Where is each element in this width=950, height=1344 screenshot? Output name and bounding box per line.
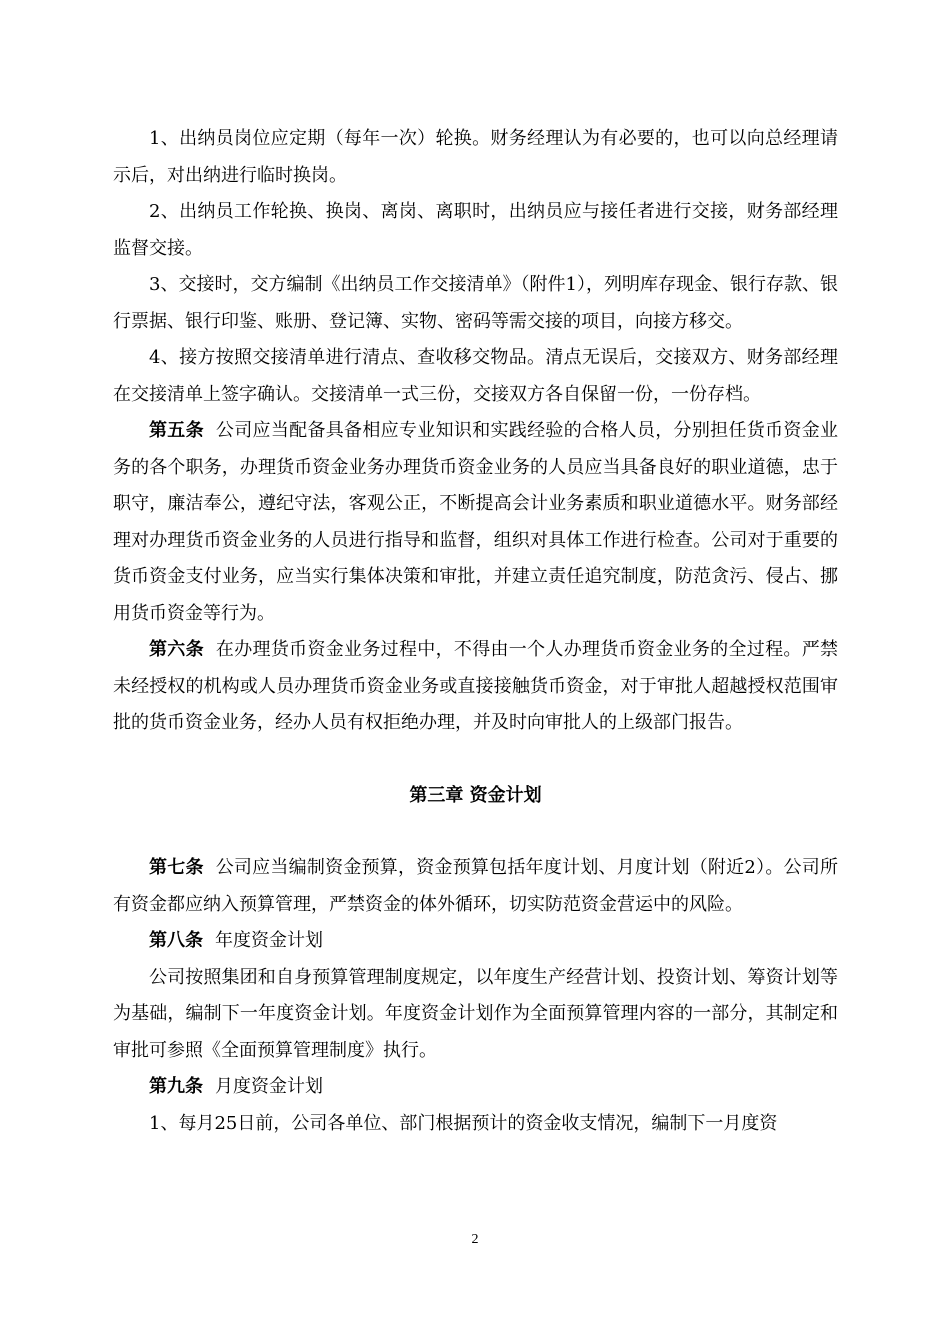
paragraph-item-4: 4、接方按照交接清单进行清点、查收移交物品。清点无误后，交接双方、财务部经理在交接清单上签字确认。交接清单一式三份，交接双方各自保留一份，一份存档。 bbox=[113, 347, 838, 405]
document-body bbox=[113, 121, 838, 1142]
article-5-text: 公司应当配备具备相应专业知识和实践经验的合格人员，分别担任货币资金业务的各个职务，办理货币资金业务办理货币资金业务的人员应当具备良好的职业道德，忠于职守，廉洁奉公，遵纪守法，客观公正，不断提高会计业务素质和职业道德水平。财务部经理对办理货币资金业务的人员进行指导和监督，组织对具体工作进行检查。公司对于重要的货币资金支付业务，应当实行集体决策和审批，并建立责任追究制度，防范贪污、侵占、挪用货币资金等行为。 bbox=[113, 420, 839, 624]
paragraph-item-1: 1、出纳员岗位应定期（每年一次）轮换。财务经理认为有必要的，也可以向总经理请示后，对出纳进行临时换岗。 bbox=[113, 128, 838, 186]
article-7 bbox=[113, 850, 838, 923]
article-8-body: 公司按照集团和自身预算管理制度规定，以年度生产经营计划、投资计划、筹资计划等为基础，编制下一年度资金计划。年度资金计划作为全面预算管理内容的一部分，其制定和审批可参照《全面预算管理制度》执行。 bbox=[113, 966, 838, 1061]
chapter-heading: 第三章 资金计划 bbox=[409, 784, 542, 806]
article-6-text: 在办理货币资金业务过程中，不得由一个人办理货币资金业务的全过程。严禁未经授权的机构或人员办理货币资金业务或直接接触货币资金，对于审批人超越授权范围审批的货币资金业务，经办人员有权拒绝办理，并及时向审批人的上级部门报告。 bbox=[113, 639, 839, 733]
article-8 bbox=[113, 923, 838, 960]
article-9-label: 第九条 bbox=[149, 1076, 203, 1097]
article-8-title: 年度资金计划 bbox=[215, 930, 323, 951]
article-5-label: 第五条 bbox=[149, 420, 204, 441]
article-9 bbox=[113, 1069, 838, 1106]
article-9-item-1: 1、每月25日前，公司各单位、部门根据预计的资金收支情况，编制下一月度资 bbox=[149, 1112, 778, 1134]
paragraph-item-2: 2、出纳员工作轮换、换岗、离岗、离职时，出纳员应与接任者进行交接，财务部经理监督交接。 bbox=[113, 201, 838, 259]
paragraph-item-3: 3、交接时，交方编制《出纳员工作交接清单》（附件1），列明库存现金、银行存款、银行票据、银行印鉴、账册、登记簿、实物、密码等需交接的项目，向接方移交。 bbox=[113, 274, 838, 332]
article-5 bbox=[113, 413, 838, 632]
article-7-text: 公司应当编制资金预算，资金预算包括年度计划、月度计划（附近2）。公司所有资金都应纳入预算管理，严禁资金的体外循环，切实防范资金营运中的风险。 bbox=[113, 857, 839, 915]
article-6 bbox=[113, 632, 838, 742]
article-7-label: 第七条 bbox=[149, 857, 204, 878]
article-9-title: 月度资金计划 bbox=[215, 1076, 323, 1097]
page-number: 2 bbox=[471, 1232, 479, 1247]
article-8-label: 第八条 bbox=[149, 930, 203, 951]
article-6-label: 第六条 bbox=[149, 639, 204, 660]
